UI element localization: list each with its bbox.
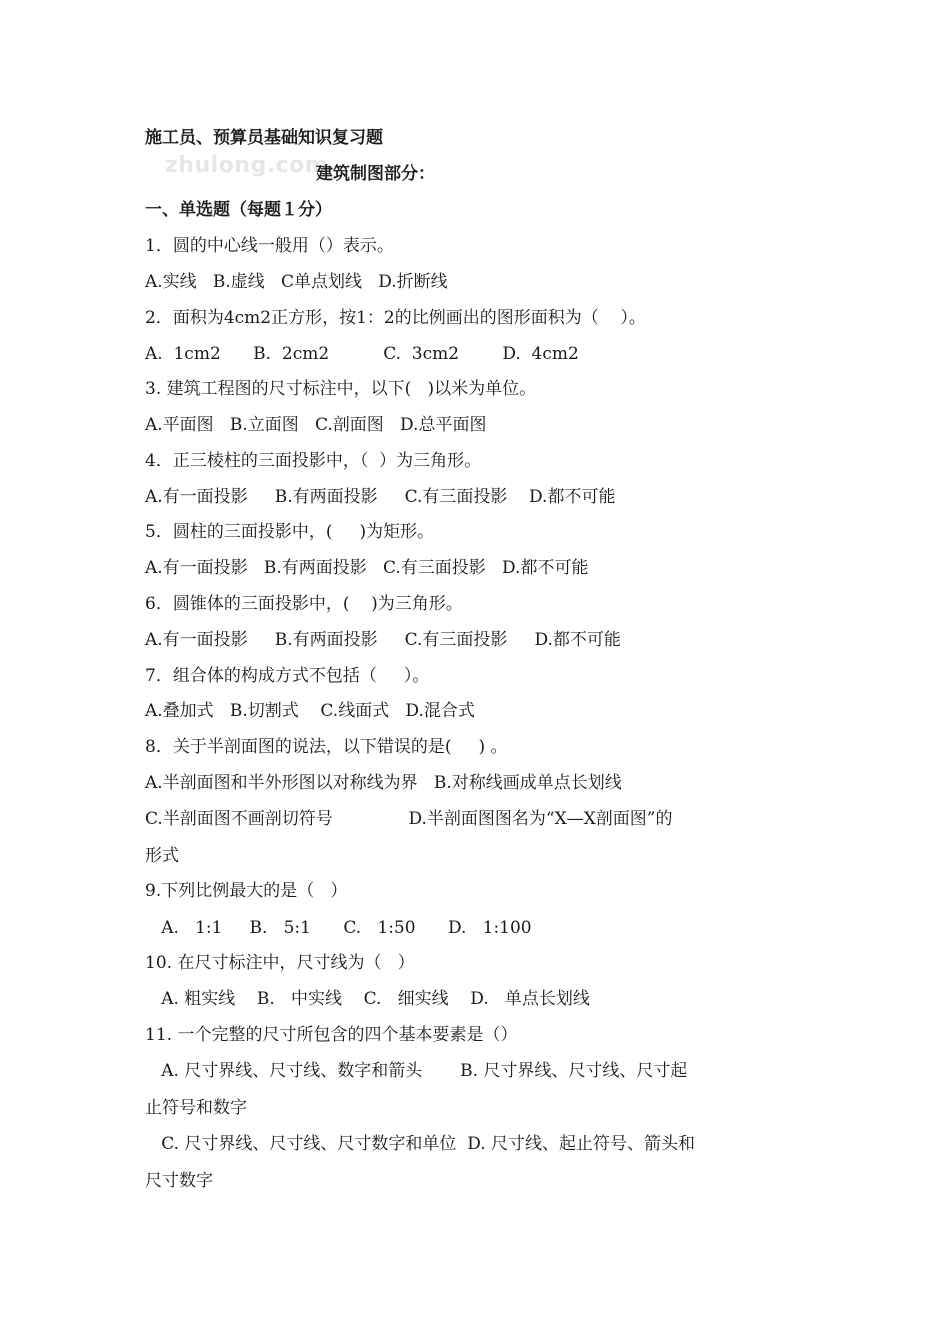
document-title: 施工员、预算员基础知识复习题 (145, 128, 383, 148)
option-line: A. 1cm2 B. 2cm2 C. 3cm2 D. 4cm2 (145, 344, 579, 364)
question-line: 1．圆的中心线一般用（）表示。 (145, 236, 394, 256)
question-line: 4．正三棱柱的三面投影中，（ ）为三角形。 (145, 451, 482, 471)
option-line: A.有一面投影 B.有两面投影 C.有三面投影 D.都不可能 (145, 487, 616, 507)
question-line: 5．圆柱的三面投影中，( )为矩形。 (145, 522, 435, 542)
option-line: 形式 (145, 846, 179, 866)
option-line: A.有一面投影 B.有两面投影 C.有三面投影 D.都不可能 (145, 558, 589, 578)
part-title: 一、单选题（每题１分） (145, 200, 332, 220)
question-line: 11. 一个完整的尺寸所包含的四个基本要素是（） (145, 1025, 518, 1045)
option-line: A. 粗实线 B. 中实线 C. 细实线 D. 单点长划线 (145, 989, 590, 1009)
option-line: A.实线 B.虚线 C单点划线 D.折断线 (145, 272, 448, 292)
watermark: zhulong.com (165, 153, 329, 178)
option-line: A. 1:1 B. 5:1 C. 1:50 D. 1:100 (145, 918, 532, 938)
question-line: 7．组合体的构成方式不包括（ ）。 (145, 666, 430, 686)
question-line: 8．关于半剖面图的说法，以下错误的是( ) 。 (145, 737, 508, 757)
option-line: A. 尺寸界线、尺寸线、数字和箭头 B. 尺寸界线、尺寸线、尺寸起 (145, 1061, 688, 1081)
option-line: C.半剖面图不画剖切符号 D.半剖面图图名为“X—X剖面图”的 (145, 809, 673, 829)
option-line: A.叠加式 B.切割式 C.线面式 D.混合式 (145, 701, 475, 721)
option-line: A.平面图 B.立面图 C.剖面图 D.总平面图 (145, 415, 487, 435)
question-line: 6．圆锥体的三面投影中，( )为三角形。 (145, 594, 463, 614)
option-line: 尺寸数字 (145, 1171, 213, 1191)
option-line: A.半剖面图和半外形图以对称线为界 B.对称线画成单点长划线 (145, 773, 622, 793)
option-line: 止符号和数字 (145, 1098, 247, 1118)
question-line: 3. 建筑工程图的尺寸标注中，以下( )以米为单位。 (145, 379, 537, 399)
option-line: C. 尺寸界线、尺寸线、尺寸数字和单位 D. 尺寸线、起止符号、箭头和 (145, 1134, 696, 1154)
question-line: 2．面积为4cm2正方形，按1：2的比例画出的图形面积为（ ）。 (145, 308, 646, 328)
option-line: A.有一面投影 B.有两面投影 C.有三面投影 D.都不可能 (145, 630, 621, 650)
section-title: 建筑制图部分： (316, 164, 435, 184)
question-line: 10. 在尺寸标注中，尺寸线为（ ） (145, 953, 415, 973)
question-line: 9.下列比例最大的是（ ） (145, 881, 348, 901)
